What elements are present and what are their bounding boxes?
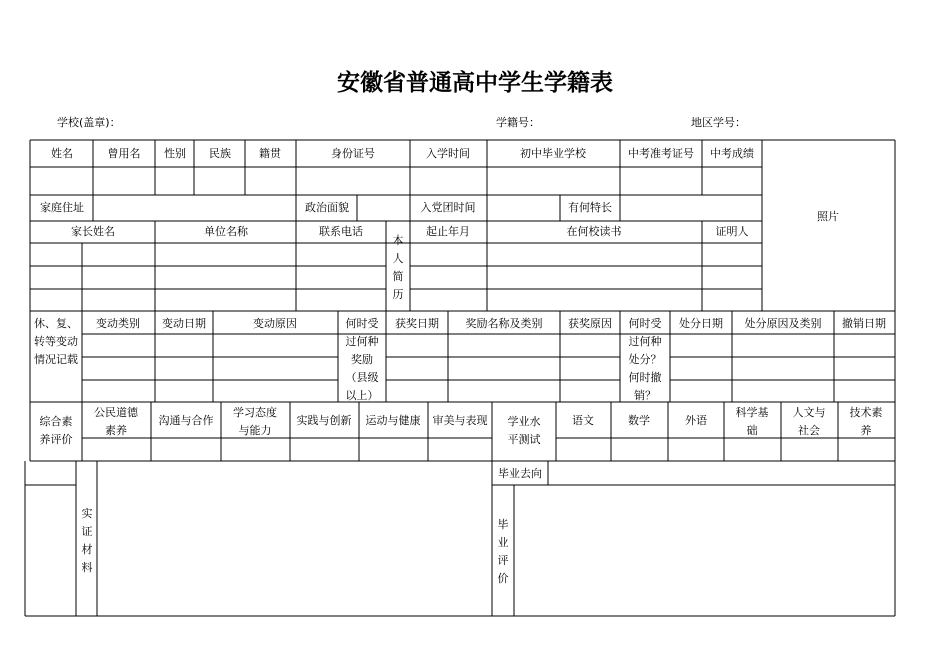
- subject-science: 科学基础: [735, 406, 769, 437]
- header-punish-date: 处分日期: [679, 317, 723, 330]
- eval-aesthetics: 审美与表现: [432, 414, 488, 427]
- header-award-reason: 获奖原因: [568, 317, 612, 330]
- header-period: 起止年月: [426, 225, 470, 238]
- eval-cooperation: 沟通与合作: [158, 414, 214, 427]
- header-enroll-date: 入学时间: [426, 147, 470, 160]
- label-overall-eval: 综合素养评价: [39, 415, 73, 446]
- eval-learning: 学习态度与能力: [233, 406, 277, 437]
- header-employer: 单位名称: [204, 225, 248, 238]
- eval-civic: 公民道德素养: [94, 406, 138, 437]
- header-parent-name: 家长姓名: [71, 225, 115, 238]
- photo-box-label: 照片: [817, 210, 839, 223]
- label-specialty: 有何特长: [568, 201, 612, 214]
- header-witness: 证明人: [715, 225, 749, 238]
- label-destination: 毕业去向: [498, 467, 542, 480]
- header-change-date: 变动日期: [162, 317, 206, 330]
- header-award-date: 获奖日期: [395, 317, 439, 330]
- header-award-name: 奖励名称及类别: [465, 317, 543, 330]
- label-join-league: 入党团时间: [420, 201, 476, 214]
- header-revoke-date: 撤销日期: [842, 317, 886, 330]
- header-exam-ticket: 中考准考证号: [628, 147, 694, 160]
- label-grad-eval: 毕业评价: [497, 518, 509, 585]
- label-resume: 本人简历: [392, 234, 404, 301]
- header-change-reason: 变动原因: [253, 317, 297, 330]
- eval-health: 运动与健康: [365, 414, 421, 427]
- school-stamp-label: 学校(盖章)：: [57, 116, 121, 129]
- header-gender: 性别: [164, 147, 186, 160]
- header-change-type: 变动类别: [96, 317, 140, 330]
- label-evidence: 实证材料: [81, 507, 93, 574]
- header-exam-score: 中考成绩: [710, 147, 754, 160]
- header-middle-school: 初中毕业学校: [520, 147, 586, 160]
- header-school-attended: 在何校读书: [566, 225, 622, 238]
- region-number-label: 地区学号：: [691, 116, 746, 129]
- subject-technology: 技术素养: [849, 406, 883, 437]
- header-native-place: 籍贯: [259, 147, 281, 160]
- label-status-changes: 休、复、转等变动情况记载: [34, 317, 78, 366]
- label-address: 家庭住址: [40, 201, 84, 214]
- subject-chinese: 语文: [572, 414, 594, 427]
- label-punishments: 何时受过何种处分？何时撤销？: [628, 317, 662, 402]
- subject-foreign-language: 外语: [685, 414, 707, 427]
- header-ethnicity: 民族: [209, 147, 231, 160]
- subject-humanities: 人文与社会: [792, 406, 826, 437]
- eval-innovation: 实践与创新: [296, 414, 352, 427]
- header-id-number: 身份证号: [331, 147, 375, 160]
- label-proficiency-test: 学业水平测试: [507, 415, 541, 446]
- page-title: 安徽省普通高中学生学籍表: [337, 69, 613, 96]
- header-former-name: 曾用名: [107, 147, 141, 160]
- label-political: 政治面貌: [305, 201, 349, 214]
- roll-number-label: 学籍号：: [496, 116, 540, 129]
- header-name: 姓名: [51, 147, 73, 160]
- header-phone: 联系电话: [319, 225, 363, 238]
- subject-math: 数学: [628, 414, 650, 427]
- label-rewards: 何时受过何种奖励（县级以上）: [345, 317, 379, 402]
- header-punish-reason: 处分原因及类别: [744, 317, 822, 330]
